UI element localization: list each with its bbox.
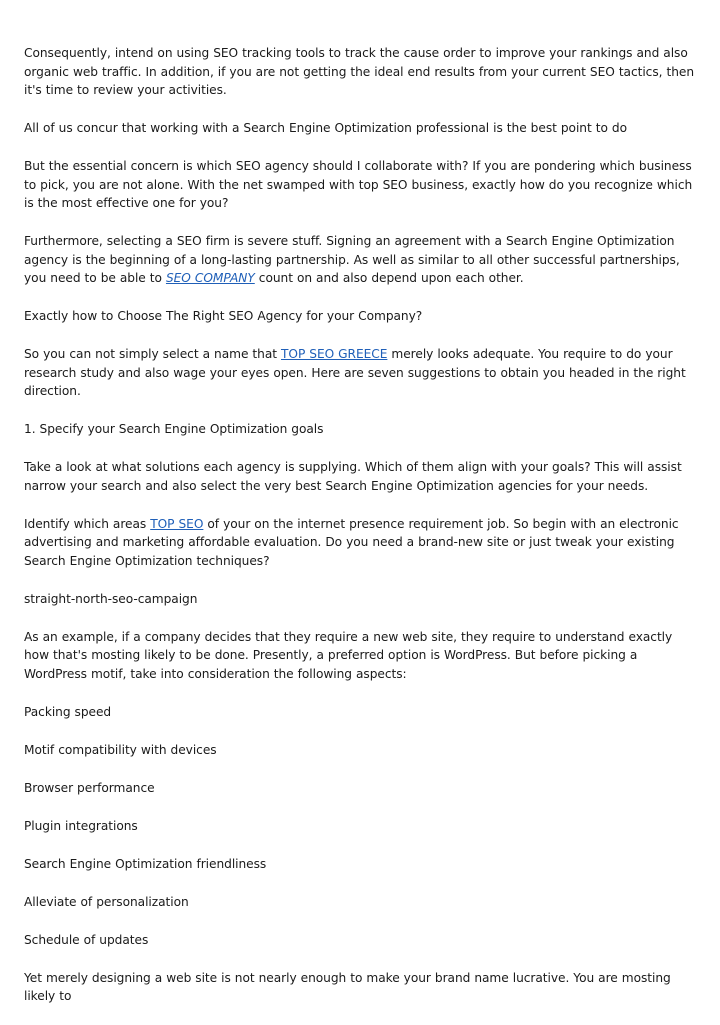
paragraph-partnership-text-end: count on and also depend upon each other. <box>254 271 524 285</box>
paragraph-select-name <box>24 345 698 401</box>
paragraph-identify-areas-text-start: Identify which areas <box>24 516 151 531</box>
paragraph-identify-areas-text-end: of your on the internet presence requirement job. So begin with an electronic advertising and marketing affordable evaluation. Do you need a brand-new site or just tweak your existing Search Engine Optimization techniques? <box>24 516 679 568</box>
list-item: Browser performance <box>24 780 155 795</box>
paragraph-specify-goals: 1. Specify your Search Engine Optimization goals <box>24 422 324 436</box>
paragraph-select-name-text-end: merely looks adequate. You require to do your research study and also wage your eyes open. Here are seven suggestions to obtain you headed in the right direction. <box>24 347 686 398</box>
paragraph-seo-tracking: Consequently, intend on using SEO tracking tools to track the cause order to improve your rankings and also organic web traffic. In addition, if you are not getting the ideal end results from your current SEO tactics, then it's time to review your activities. <box>24 46 695 97</box>
paragraph-example: As an example, if a company decides that they require a new web site, they require to understand exactly how that's mosting likely to be done. Presently, a preferred option is WordPress. But before picking a WordPress motif, take into consideration the following aspects: <box>24 629 673 681</box>
list-item: Alleviate of personalization <box>24 894 189 909</box>
top-seo-greece-link[interactable]: TOP SEO GREECE <box>281 347 388 361</box>
paragraph-seo-professional: All of us concur that working with a Search Engine Optimization professional is the best point to do <box>24 121 627 135</box>
paragraph-how-to-choose: Exactly how to Choose The Right SEO Agency for your Company? <box>24 309 423 323</box>
list-item: Search Engine Optimization friendliness <box>24 856 267 871</box>
paragraph-partnership <box>24 232 698 288</box>
paragraph-select-name-text-start: So you can not simply select a name that <box>24 347 281 361</box>
paragraph-campaign-caption: straight-north-seo-campaign <box>24 591 198 606</box>
list-item: Packing speed <box>24 704 112 719</box>
document-page <box>24 44 698 1025</box>
top-seo-link[interactable]: TOP SEO <box>150 516 204 531</box>
list-item: Motif compatibility with devices <box>24 742 217 757</box>
paragraph-identify-areas <box>24 515 698 571</box>
paragraph-solutions: Take a look at what solutions each agency is supplying. Which of them align with your goals? This will assist narrow your search and also select the very best Search Engine Optimization agencies for your needs. <box>24 460 682 493</box>
list-item: Schedule of updates <box>24 932 149 947</box>
paragraph-partnership-text-start: Furthermore, selecting a SEO firm is severe stuff. Signing an agreement with a Search Engine Optimization agency is the beginning of a long-lasting partnership. As well as similar to all other successful partnerships, you need to be able to <box>24 234 680 285</box>
paragraph-designing-website: Yet merely designing a web site is not nearly enough to make your brand name lucrative. You are mosting likely to <box>24 970 671 1003</box>
list-item: Plugin integrations <box>24 818 138 833</box>
seo-company-link[interactable]: SEO COMPANY <box>165 271 255 285</box>
paragraph-which-agency: But the essential concern is which SEO agency should I collaborate with? If you are pondering which business to pick, you are not alone. With the net swamped with top SEO business, exactly how do you recognize which is the most effective one for you? <box>24 159 693 210</box>
